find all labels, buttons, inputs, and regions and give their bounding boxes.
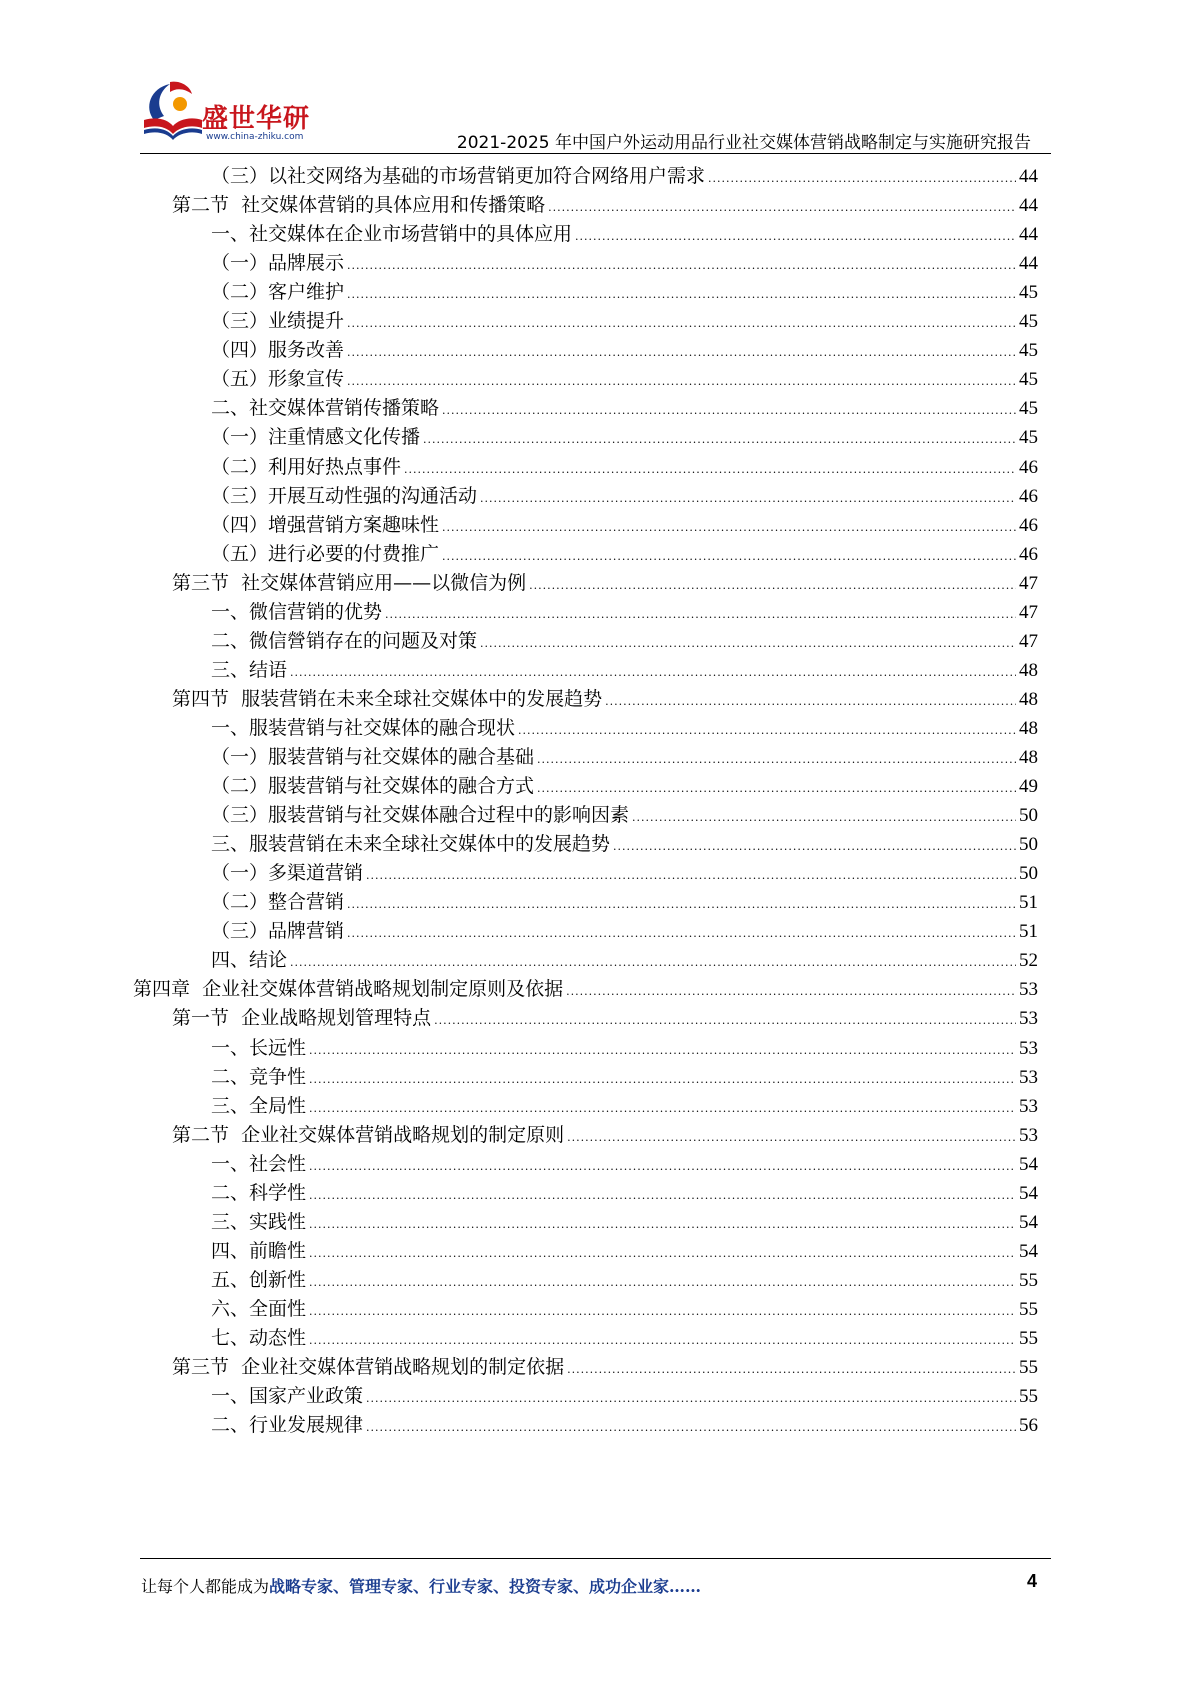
- toc-entry[interactable]: [133, 974, 1038, 1006]
- toc-entry-title: 二、竞争性: [211, 1065, 307, 1088]
- footer-divider: [140, 1558, 1051, 1559]
- toc-entry[interactable]: [211, 1381, 1038, 1413]
- footer-slogan: [141, 1574, 701, 1597]
- toc-entry-title: （三）开展互动性强的沟通活动: [211, 484, 478, 507]
- toc-entry-page: 56: [1019, 1415, 1038, 1437]
- toc-entry[interactable]: [211, 306, 1038, 338]
- toc-dot-leader: [366, 1412, 1016, 1444]
- toc-entry-page: 46: [1019, 485, 1038, 507]
- toc-entry-page: 53: [1019, 1008, 1038, 1030]
- toc-entry-title: （二）服装营销与社交媒体的融合方式: [211, 775, 535, 798]
- toc-entry[interactable]: [211, 161, 1038, 193]
- toc-entry-page: 45: [1019, 427, 1038, 449]
- toc-entry[interactable]: [211, 539, 1038, 571]
- toc-entry-page: 44: [1019, 253, 1038, 275]
- toc-entry-title: 二、社交媒体营销传播策略: [211, 397, 440, 420]
- toc-entry-page: 51: [1019, 892, 1038, 914]
- logo-name: 盛世华研: [202, 104, 311, 134]
- toc-entry[interactable]: [211, 1207, 1038, 1239]
- toc-entry-page: 46: [1019, 543, 1038, 565]
- toc-entry-page: 47: [1019, 601, 1038, 623]
- toc-entry-page: 54: [1019, 1211, 1038, 1233]
- toc-entry-title: （三）以社交网络为基础的市场营销更加符合网络用户需求: [211, 165, 706, 187]
- toc-entry-title: 第四章 企业社交媒体营销战略规划制定原则及依据: [133, 978, 564, 1001]
- toc-entry[interactable]: [211, 422, 1038, 454]
- toc-entry[interactable]: [211, 1091, 1038, 1123]
- toc-entry[interactable]: [211, 713, 1038, 745]
- toc-entry-page: 44: [1019, 166, 1038, 187]
- toc-entry-page: 49: [1019, 776, 1038, 798]
- toc-entry[interactable]: [172, 684, 1038, 716]
- toc-entry-title: （二）整合营销: [211, 891, 345, 914]
- toc-entry-title: 一、社交媒体在企业市场营销中的具体应用: [211, 223, 573, 246]
- toc-entry-page: 53: [1019, 1037, 1038, 1059]
- toc-entry[interactable]: [211, 626, 1038, 658]
- toc-entry-page: 50: [1019, 805, 1038, 827]
- toc-entry-title: 四、前瞻性: [211, 1239, 307, 1262]
- toc-entry-title: （四）服务改善: [211, 339, 345, 362]
- toc-entry-title: 一、长远性: [211, 1036, 307, 1059]
- toc-entry-title: 第四节 服装营销在未来全球社交媒体中的发展趋势: [172, 687, 603, 710]
- toc-entry-title: 一、服装营销与社交媒体的融合现状: [211, 716, 516, 739]
- toc-entry-title: 第一节 企业战略规划管理特点: [172, 1007, 432, 1030]
- toc-entry[interactable]: [211, 335, 1038, 367]
- toc-entry-page: 45: [1019, 340, 1038, 362]
- toc-entry-page: 55: [1019, 1298, 1038, 1320]
- toc-entry-page: 53: [1019, 979, 1038, 1001]
- toc-entry[interactable]: [211, 219, 1038, 251]
- toc-entry-title: （四）增强营销方案趣味性: [211, 513, 440, 536]
- toc-entry[interactable]: [211, 481, 1038, 513]
- toc-entry-title: （三）业绩提升: [211, 310, 345, 333]
- toc-entry[interactable]: [211, 887, 1038, 919]
- toc-entry-title: （一）品牌展示: [211, 252, 345, 275]
- toc-entry-title: 一、微信营销的优势: [211, 600, 383, 623]
- toc-entry-title: 二、行业发展规律: [211, 1414, 364, 1437]
- toc-entry-title: （一）注重情感文化传播: [211, 426, 421, 449]
- toc-entry[interactable]: [211, 1236, 1038, 1268]
- slogan-highlight: 战略专家、管理专家、行业专家、投资专家、成功企业家……: [269, 1577, 702, 1596]
- toc-entry-page: 48: [1019, 717, 1038, 739]
- toc-entry[interactable]: [211, 1062, 1038, 1094]
- toc-entry[interactable]: [211, 1149, 1038, 1181]
- page-number: 4: [1026, 1571, 1037, 1591]
- toc-entry-title: 一、国家产业政策: [211, 1385, 364, 1408]
- toc-entry-page: 55: [1019, 1357, 1038, 1379]
- toc-entry[interactable]: [211, 800, 1038, 832]
- toc-entry[interactable]: [211, 277, 1038, 309]
- toc-entry[interactable]: [211, 364, 1038, 396]
- toc-entry-page: 55: [1019, 1269, 1038, 1291]
- logo-url: www.china-zhiku.com: [206, 132, 304, 142]
- toc-entry-title: （五）进行必要的付费推广: [211, 542, 440, 565]
- toc-entry-title: 四、结论: [211, 949, 288, 972]
- toc-entry-title: （二）客户维护: [211, 281, 345, 304]
- toc-entry[interactable]: [172, 1003, 1038, 1035]
- toc-entry-title: 第二节 企业社交媒体营销战略规划的制定原则: [172, 1123, 565, 1146]
- toc-entry-page: 44: [1019, 224, 1038, 246]
- toc-entry[interactable]: [211, 393, 1038, 425]
- toc-entry-title: 六、全面性: [211, 1297, 307, 1320]
- toc-entry-page: 45: [1019, 282, 1038, 304]
- toc-entry-title: 二、科学性: [211, 1181, 307, 1204]
- toc-entry-page: 45: [1019, 369, 1038, 391]
- toc-entry[interactable]: [211, 1410, 1038, 1442]
- toc-entry-page: 54: [1019, 1153, 1038, 1175]
- toc-entry-title: 一、社会性: [211, 1152, 307, 1175]
- toc-entry[interactable]: [211, 1323, 1038, 1355]
- toc-entry-page: 55: [1019, 1328, 1038, 1349]
- toc-entry-page: 53: [1019, 1124, 1038, 1146]
- toc-entry-page: 46: [1019, 514, 1038, 536]
- report-title: 2021-2025 年中国户外运动用品行业社交媒体营销战略制定与实施研究报告: [456, 133, 1031, 153]
- toc-entry-title: 第三节 社交媒体营销应用——以微信为例: [172, 571, 527, 594]
- toc-entry-title: 七、动态性: [211, 1327, 307, 1349]
- toc-entry-page: 51: [1019, 921, 1038, 943]
- toc-entry-title: 第三节 企业社交媒体营销战略规划的制定依据: [172, 1356, 565, 1379]
- toc-entry-page: 47: [1019, 630, 1038, 652]
- toc-entry[interactable]: [211, 771, 1038, 803]
- toc-entry[interactable]: [172, 190, 1038, 222]
- toc-entry-page: 46: [1019, 456, 1038, 478]
- toc-entry-page: 45: [1019, 311, 1038, 333]
- toc-entry[interactable]: [211, 916, 1038, 948]
- toc-entry[interactable]: [211, 742, 1038, 774]
- toc-entry[interactable]: [211, 510, 1038, 542]
- toc-entry-page: 52: [1019, 950, 1038, 972]
- toc-entry-title: 五、创新性: [211, 1268, 307, 1291]
- toc-entry[interactable]: [211, 858, 1038, 890]
- toc-entry-page: 48: [1019, 659, 1038, 681]
- toc-entry-page: 50: [1019, 834, 1038, 856]
- toc-entry-page: 50: [1019, 863, 1038, 885]
- toc-entry-title: 三、结语: [211, 658, 288, 681]
- toc-entry[interactable]: [172, 568, 1038, 600]
- toc-entry-title: 三、服装营销在未来全球社交媒体中的发展趋势: [211, 833, 611, 856]
- toc-entry-title: （五）形象宣传: [211, 368, 345, 391]
- toc-entry-title: （一）多渠道营销: [211, 862, 364, 885]
- toc-entry-page: 45: [1019, 398, 1038, 420]
- toc-entry[interactable]: [211, 248, 1038, 280]
- toc-entry-page: 44: [1019, 195, 1038, 217]
- company-logo: [140, 80, 310, 146]
- toc-entry-page: 48: [1019, 747, 1038, 768]
- toc-entry[interactable]: [211, 655, 1038, 687]
- toc-entry-title: 第二节 社交媒体营销的具体应用和传播策略: [172, 194, 546, 217]
- header-divider: [140, 153, 1051, 154]
- toc-entry-title: 三、全局性: [211, 1094, 307, 1117]
- toc-entry-page: 55: [1019, 1386, 1038, 1408]
- toc-entry-page: 48: [1019, 688, 1038, 710]
- toc-entry-page: 53: [1019, 1066, 1038, 1088]
- toc-entry[interactable]: [172, 1352, 1038, 1384]
- toc-entry-title: 二、微信營销存在的问题及对策: [211, 629, 478, 652]
- toc-entry-page: 47: [1019, 572, 1038, 594]
- toc-entry[interactable]: [211, 452, 1038, 484]
- toc-entry[interactable]: [211, 1294, 1038, 1326]
- toc-entry[interactable]: [211, 829, 1038, 861]
- toc-entry-page: 54: [1019, 1182, 1038, 1204]
- toc-entry[interactable]: [211, 1178, 1038, 1210]
- toc-entry-title: 三、实践性: [211, 1210, 307, 1233]
- toc-entry-title: （二）利用好热点事件: [211, 455, 402, 478]
- toc-entry-title: （一）服装营销与社交媒体的融合基础: [211, 746, 535, 768]
- slogan-prefix: 让每个人都能成为: [141, 1577, 270, 1596]
- toc-entry-title: （三）品牌营销: [211, 920, 345, 943]
- toc-entry[interactable]: [211, 1033, 1038, 1065]
- toc-entry[interactable]: [211, 1265, 1038, 1297]
- toc-entry-page: 54: [1019, 1240, 1038, 1262]
- page-header: [0, 0, 1191, 153]
- toc-entry-title: （三）服装营销与社交媒体融合过程中的影响因素: [211, 804, 630, 827]
- toc-entry[interactable]: [211, 945, 1038, 977]
- logo-book-icon: [140, 80, 206, 144]
- toc-entry[interactable]: [172, 1120, 1038, 1152]
- toc-entry-page: 53: [1019, 1095, 1038, 1117]
- toc-entry[interactable]: [211, 597, 1038, 629]
